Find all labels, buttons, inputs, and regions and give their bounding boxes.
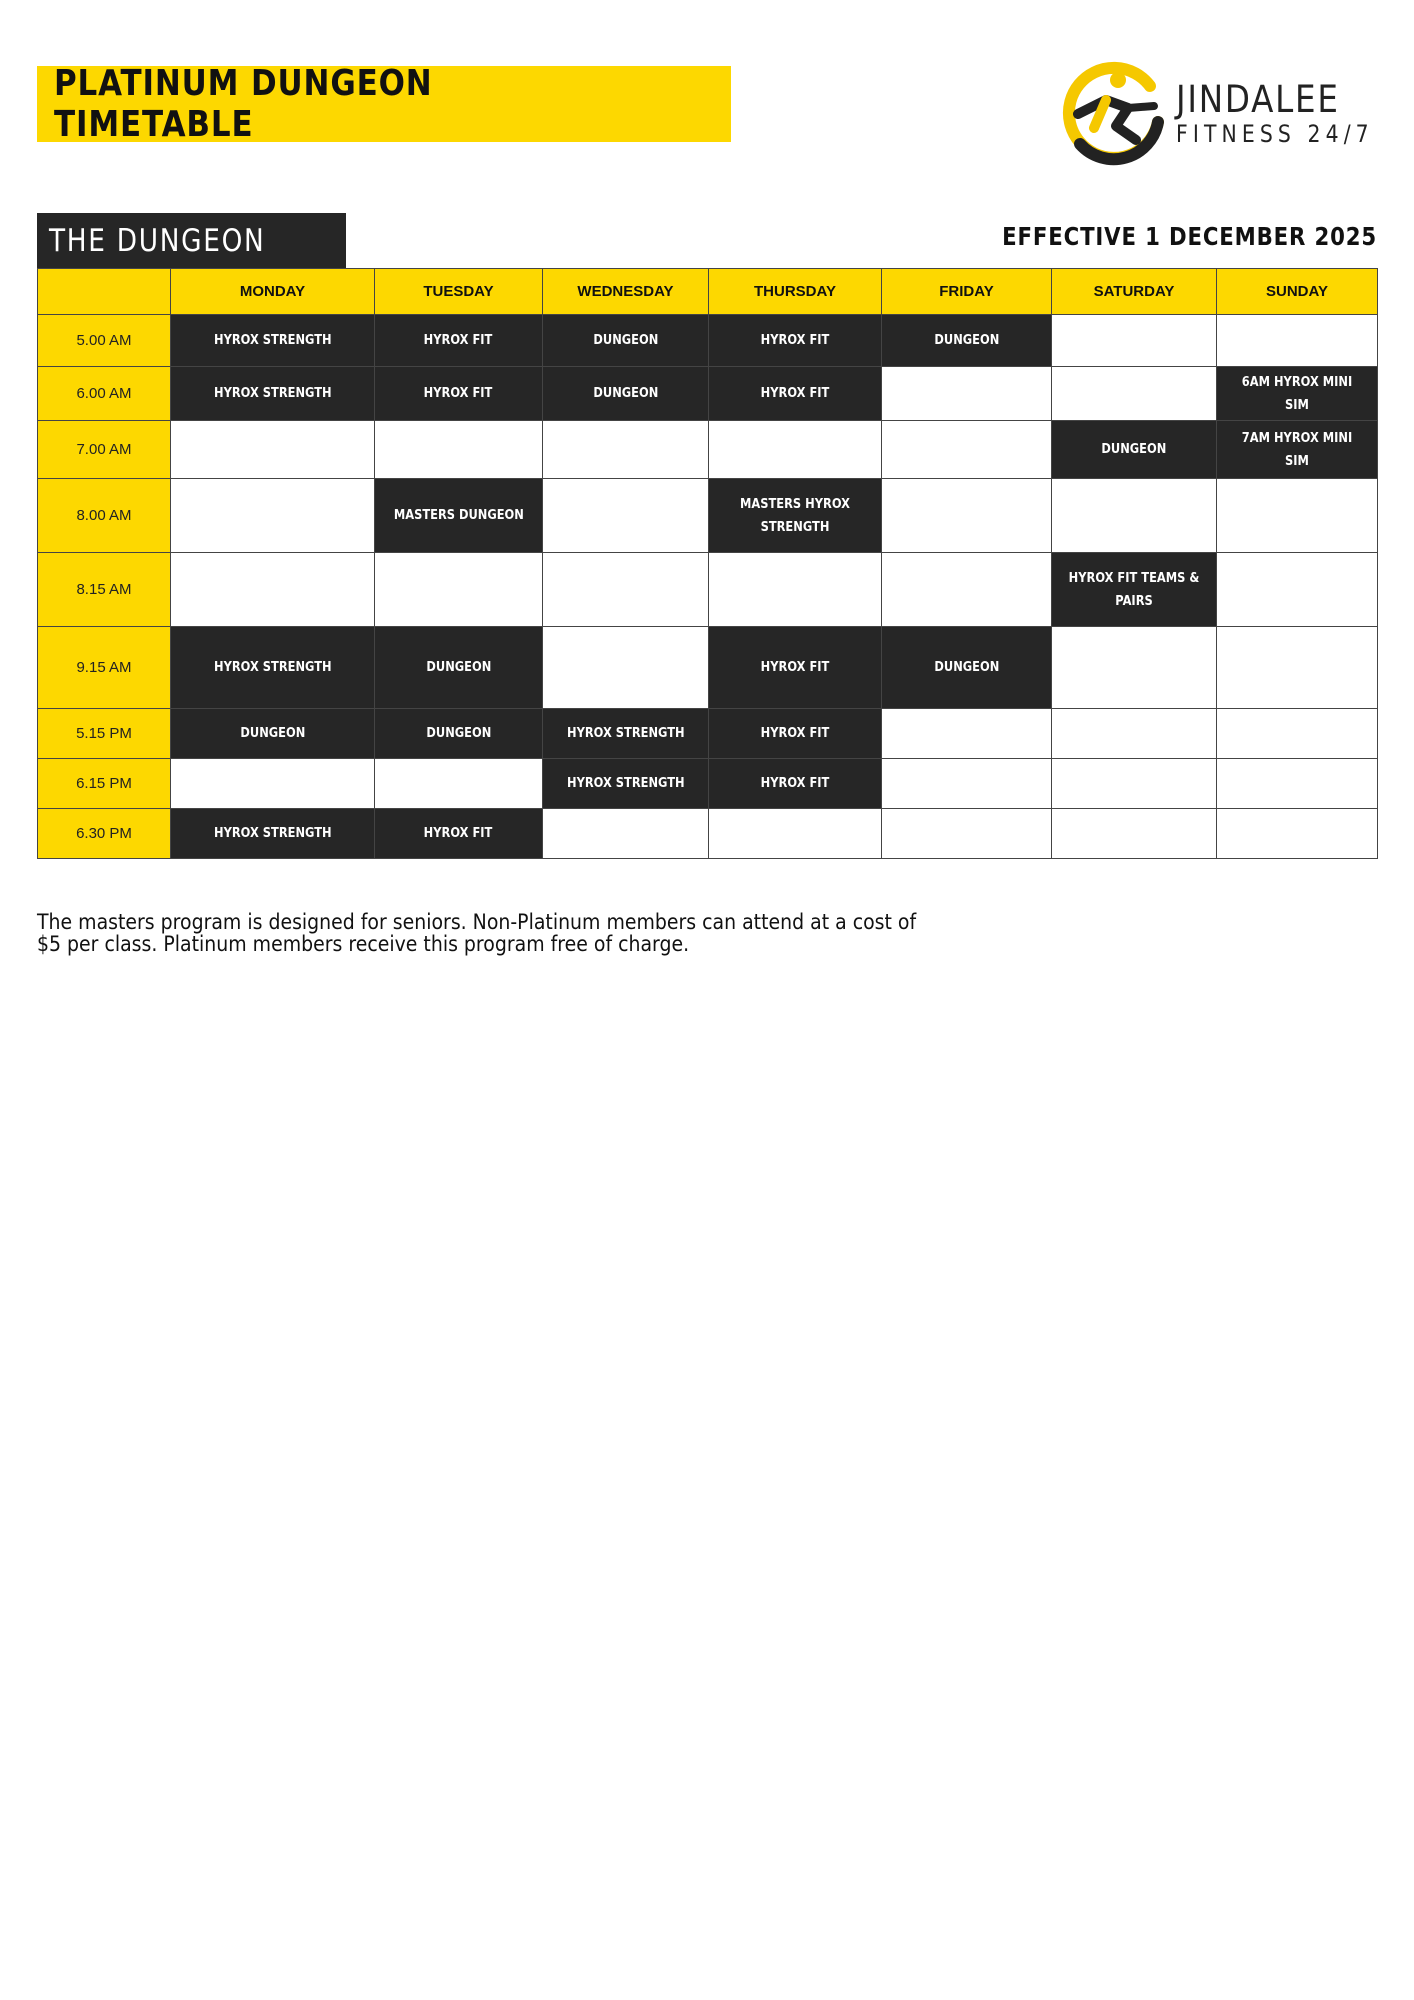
time-cell: 7.00 AM [38, 421, 171, 479]
class-label: HYROX STRENGTH [213, 386, 332, 401]
class-cell [171, 627, 375, 709]
class-cell [375, 479, 543, 553]
class-cell [375, 367, 543, 421]
class-cell [709, 759, 882, 809]
table-row [38, 479, 1378, 553]
table-row [38, 759, 1378, 809]
empty-cell [882, 367, 1052, 421]
empty-cell [171, 479, 375, 553]
day-header: TUESDAY [375, 269, 543, 315]
class-label: MASTERS DUNGEON [393, 508, 524, 523]
class-cell [709, 367, 882, 421]
class-label: DUNGEON [426, 660, 491, 675]
class-cell [543, 709, 709, 759]
empty-cell [1052, 479, 1217, 553]
section-tab [37, 213, 346, 269]
class-label: DUNGEON [593, 333, 658, 348]
empty-cell [171, 759, 375, 809]
day-header: MONDAY [171, 269, 375, 315]
section-title: THE DUNGEON [49, 223, 266, 259]
class-label: DUNGEON [1101, 442, 1167, 457]
empty-cell [375, 553, 543, 627]
empty-cell [1052, 809, 1217, 859]
logo-text-primary: JINDALEE [1176, 78, 1340, 121]
day-header: SUNDAY [1217, 269, 1378, 315]
class-cell [1052, 421, 1217, 479]
class-cell [171, 709, 375, 759]
empty-cell [171, 553, 375, 627]
timetable [37, 268, 1378, 859]
table-row [38, 421, 1378, 479]
class-label: DUNGEON [934, 333, 999, 348]
day-header: THURSDAY [709, 269, 882, 315]
empty-cell [882, 553, 1052, 627]
class-label: DUNGEON [593, 386, 658, 401]
class-label: HYROX FIT [760, 660, 830, 675]
table-row [38, 367, 1378, 421]
class-cell [709, 315, 882, 367]
class-cell [543, 367, 709, 421]
class-cell [1217, 421, 1378, 479]
class-label: HYROX FIT [760, 776, 830, 791]
header-row [38, 269, 1378, 315]
class-label: HYROX STRENGTH [213, 826, 332, 841]
empty-cell [882, 709, 1052, 759]
class-label: DUNGEON [934, 660, 999, 675]
class-cell [709, 627, 882, 709]
class-label: HYROX STRENGTH [566, 776, 685, 791]
empty-cell [375, 421, 543, 479]
table-row [38, 809, 1378, 859]
class-label: 7AM HYROX MINI SIM [1241, 430, 1353, 469]
empty-cell [882, 479, 1052, 553]
time-cell: 6.00 AM [38, 367, 171, 421]
page-title: PLATINUM DUNGEON TIMETABLE [54, 63, 433, 145]
day-header: FRIDAY [882, 269, 1052, 315]
empty-cell [1217, 809, 1378, 859]
class-cell [709, 479, 882, 553]
class-cell [882, 315, 1052, 367]
day-header: WEDNESDAY [543, 269, 709, 315]
class-label: DUNGEON [240, 726, 305, 741]
empty-cell [543, 553, 709, 627]
class-cell [171, 809, 375, 859]
empty-cell [375, 759, 543, 809]
empty-cell [1052, 627, 1217, 709]
class-label: DUNGEON [426, 726, 491, 741]
empty-cell [1052, 709, 1217, 759]
time-cell: 5.00 AM [38, 315, 171, 367]
effective-date: EFFECTIVE 1 DECEMBER 2025 [1002, 222, 1377, 251]
empty-cell [543, 809, 709, 859]
class-label: HYROX FIT [424, 333, 493, 348]
class-cell [171, 367, 375, 421]
table-row [38, 709, 1378, 759]
empty-cell [882, 809, 1052, 859]
empty-cell [1052, 367, 1217, 421]
table-row [38, 315, 1378, 367]
empty-cell [1217, 315, 1378, 367]
empty-cell [171, 421, 375, 479]
empty-cell [1217, 479, 1378, 553]
class-label: HYROX FIT [760, 726, 830, 741]
class-cell [709, 709, 882, 759]
class-label: HYROX FIT [760, 386, 830, 401]
class-cell [375, 709, 543, 759]
corner-cell [38, 269, 171, 315]
class-label: HYROX FIT TEAMS & PAIRS [1068, 570, 1200, 609]
day-header: SATURDAY [1052, 269, 1217, 315]
class-label: HYROX STRENGTH [213, 333, 332, 348]
class-label: HYROX STRENGTH [566, 726, 685, 741]
empty-cell [709, 421, 882, 479]
empty-cell [1217, 709, 1378, 759]
empty-cell [1217, 553, 1378, 627]
empty-cell [1217, 627, 1378, 709]
time-cell: 8.15 AM [38, 553, 171, 627]
class-cell [1217, 367, 1378, 421]
empty-cell [709, 809, 882, 859]
empty-cell [543, 627, 709, 709]
class-cell [171, 315, 375, 367]
class-cell [543, 315, 709, 367]
table-row [38, 553, 1378, 627]
class-label: HYROX STRENGTH [213, 660, 332, 675]
class-label: HYROX FIT [424, 826, 493, 841]
time-cell: 9.15 AM [38, 627, 171, 709]
table-row [38, 627, 1378, 709]
empty-cell [543, 421, 709, 479]
runner-logo-icon [1058, 56, 1168, 166]
class-label: MASTERS HYROX STRENGTH [740, 496, 850, 535]
empty-cell [1052, 315, 1217, 367]
empty-cell [1052, 759, 1217, 809]
class-cell [375, 315, 543, 367]
empty-cell [543, 479, 709, 553]
class-label: 6AM HYROX MINI SIM [1241, 374, 1353, 413]
time-cell: 8.00 AM [38, 479, 171, 553]
logo [1058, 56, 1374, 166]
time-cell: 6.30 PM [38, 809, 171, 859]
time-cell: 5.15 PM [38, 709, 171, 759]
class-cell [1052, 553, 1217, 627]
title-bar [37, 63, 731, 145]
footer-note: The masters program is designed for seniors. Non-Platinum members can attend at a cost of $5 per class. Platinum members receive this program free of charge. [37, 910, 917, 956]
class-cell [375, 809, 543, 859]
empty-cell [709, 553, 882, 627]
empty-cell [882, 421, 1052, 479]
time-cell: 6.15 PM [38, 759, 171, 809]
class-cell [375, 627, 543, 709]
empty-cell [882, 759, 1052, 809]
class-label: HYROX FIT [760, 333, 830, 348]
class-cell [543, 759, 709, 809]
class-label: HYROX FIT [424, 386, 493, 401]
logo-text-secondary: FITNESS 24/7 [1176, 120, 1374, 148]
empty-cell [1217, 759, 1378, 809]
class-cell [882, 627, 1052, 709]
